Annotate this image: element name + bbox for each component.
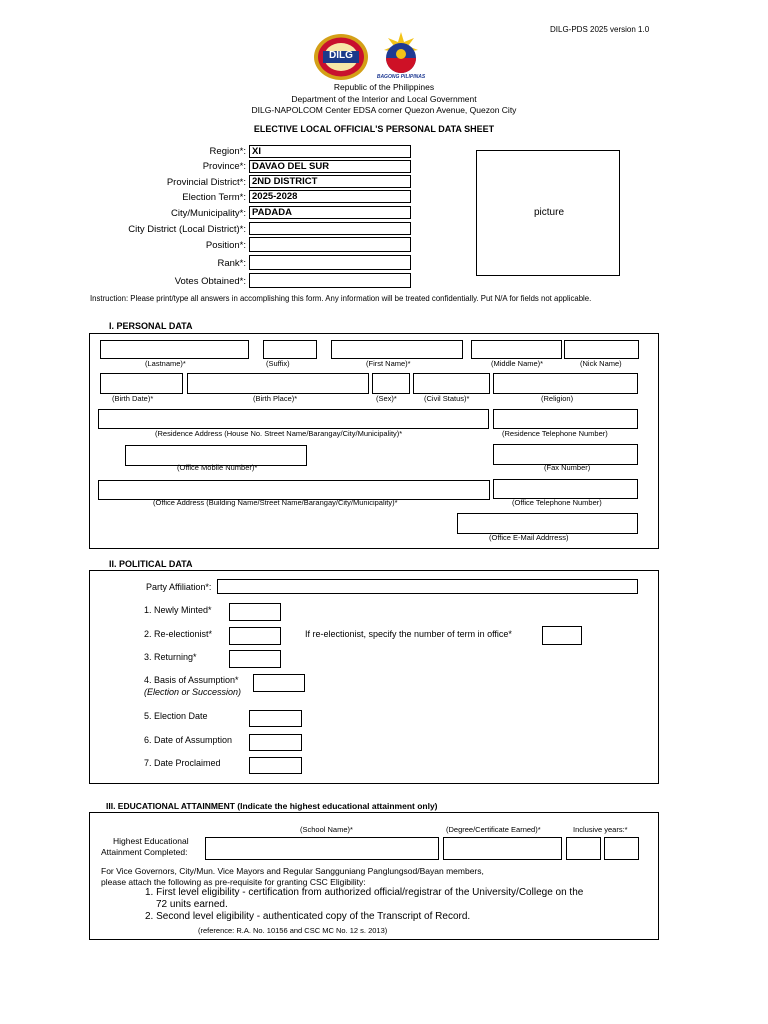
school-name-input[interactable] [205,837,439,860]
office-address-input[interactable] [98,480,490,500]
year-to-input[interactable] [604,837,639,860]
residence-telephone-input[interactable] [493,409,638,429]
rank-field[interactable] [249,255,411,270]
city-field[interactable]: PADADA [249,206,411,219]
hea-label-line1: Highest Educational [113,836,189,846]
middlename-input[interactable] [471,340,562,359]
term-label: Election Term*: [182,192,246,203]
lastname-input[interactable] [100,340,249,359]
office-telephone-input[interactable] [493,479,638,499]
newly-minted-label: 1. Newly Minted* [144,605,212,615]
dilg-logo-text: DILG [329,50,353,61]
eligibility-note-line1: For Vice Governors, City/Mun. Vice Mayors and Regular Sangguniang Panglungsod/Bayan members, [101,866,484,876]
district-field[interactable]: 2ND DISTRICT [249,175,411,188]
city-label: City/Municipality*: [171,208,246,219]
basis-label: 4. Basis of Assumption* [144,675,239,685]
party-label: Party Affiliation*: [146,582,212,592]
eligibility-note-line2: please attach the following as pre-requisite for granting CSC Eligibility: [101,877,366,887]
birthplace-caption: (Birth Place)* [253,394,298,403]
suffix-input[interactable] [263,340,317,359]
rank-label: Rank*: [217,258,246,269]
firstname-caption: (First Name)* [366,359,411,368]
position-field[interactable] [249,237,411,252]
inclusive-years-caption: Inclusive years:* [573,825,628,834]
office-address-caption: (Office Address (Building Name/Street Name/Barangay/City/Municipality)* [153,498,398,507]
party-input[interactable] [217,579,638,594]
reference-note: (reference: R.A. No. 10156 and CSC MC No. 12 s. 2013) [198,926,388,935]
basis-sublabel: (Election or Succession) [144,687,242,697]
reelection-terms-input[interactable] [542,626,582,645]
election-date-input[interactable] [249,710,302,727]
personal-heading: I. PERSONAL DATA [109,321,193,331]
date-proclaimed-input[interactable] [249,757,302,774]
votes-field[interactable] [249,273,411,288]
civil-status-input[interactable] [413,373,490,394]
education-heading: III. EDUCATIONAL ATTAINMENT (Indicate the highest educational attainment only) [106,801,438,811]
district-label: Provincial District*: [166,177,246,188]
returning-input[interactable] [229,650,281,668]
assumption-date-label: 6. Date of Assumption [144,735,233,745]
birthplace-input[interactable] [187,373,369,394]
bagong-pilipinas-text: BAGONG PILIPINAS [376,74,426,80]
office-email-input[interactable] [457,513,638,534]
eligibility-item1a: 1. First level eligibility - certification from authorized official/registrar of the University/College on the [145,887,584,898]
reelectionist-input[interactable] [229,627,281,645]
eligibility-item2: 2. Second level eligibility - authenticated copy of the Transcript of Record. [145,911,471,922]
firstname-input[interactable] [331,340,463,359]
middlename-caption: (Middle Name)* [491,359,544,368]
office-email-caption: (Office E-Mail Addrress) [489,533,569,542]
dilg-logo [313,33,369,81]
election-date-label: 5. Election Date [144,711,208,721]
term-field[interactable]: 2025-2028 [249,190,411,203]
nickname-input[interactable] [564,340,639,359]
school-name-caption: (School Name)* [300,825,353,834]
office-telephone-caption: (Office Telephone Number) [512,498,602,507]
birthdate-input[interactable] [100,373,183,394]
fax-input[interactable] [493,444,638,465]
religion-input[interactable] [493,373,638,394]
birthdate-caption: (Birth Date)* [112,394,154,403]
reelection-terms-label: If re-electionist, specify the number of term in office* [305,629,512,639]
header-line2: Department of the Interior and Local Government [291,94,477,104]
picture-box[interactable] [476,150,620,276]
basis-input[interactable] [253,674,305,692]
residence-telephone-caption: (Residence Telephone Number) [502,429,608,438]
form-title: ELECTIVE LOCAL OFFICIAL'S PERSONAL DATA SHEET [253,124,495,134]
newly-minted-input[interactable] [229,603,281,621]
fax-caption: (Fax Number) [544,463,591,472]
residence-address-caption: (Residence Address (House No. Street Name/Barangay/City/Municipality)* [155,429,403,438]
office-mobile-caption: (Office Mobile Number)* [177,463,258,472]
region-field[interactable]: XI [249,145,411,158]
suffix-caption: (Suffix) [266,359,290,368]
eligibility-item1b: 72 units earned. [156,899,228,910]
city-district-label: City District (Local District)*: [128,224,246,235]
year-from-input[interactable] [566,837,601,860]
city-district-field[interactable] [249,222,411,235]
religion-caption: (Religion) [541,394,574,403]
region-label: Region*: [209,146,246,157]
province-label: Province*: [202,161,246,172]
picture-label: picture [533,207,564,218]
lastname-caption: (Lastname)* [145,359,186,368]
sex-caption: (Sex)* [376,394,397,403]
position-label: Position*: [205,240,246,251]
residence-address-input[interactable] [98,409,489,429]
votes-label: Votes Obtained*: [174,276,246,287]
returning-label: 3. Returning* [144,652,197,662]
degree-caption: (Degree/Certificate Earned)* [446,825,541,834]
province-field[interactable]: DAVAO DEL SUR [249,160,411,173]
hea-label-line2: Attainment Completed: [101,847,188,857]
version-tag: DILG-PDS 2025 version 1.0 [550,25,650,34]
sex-input[interactable] [372,373,410,394]
assumption-date-input[interactable] [249,734,302,751]
reelectionist-label: 2. Re-electionist* [144,629,213,639]
instruction-text: Instruction: Please print/type all answers in accomplishing this form. Any information will be treated confidentially. Put N/A for fields not applicable. [90,294,592,303]
nickname-caption: (Nick Name) [580,359,622,368]
header-line3: DILG-NAPOLCOM Center EDSA corner Quezon Avenue, Quezon City [251,105,517,115]
date-proclaimed-label: 7. Date Proclaimed [144,758,221,768]
bagong-pilipinas-logo [373,30,429,86]
degree-input[interactable] [443,837,562,860]
political-heading: II. POLITICAL DATA [109,559,193,569]
civil-status-caption: (Civil Status)* [424,394,470,403]
header-line1: Republic of the Philippines [333,82,435,92]
